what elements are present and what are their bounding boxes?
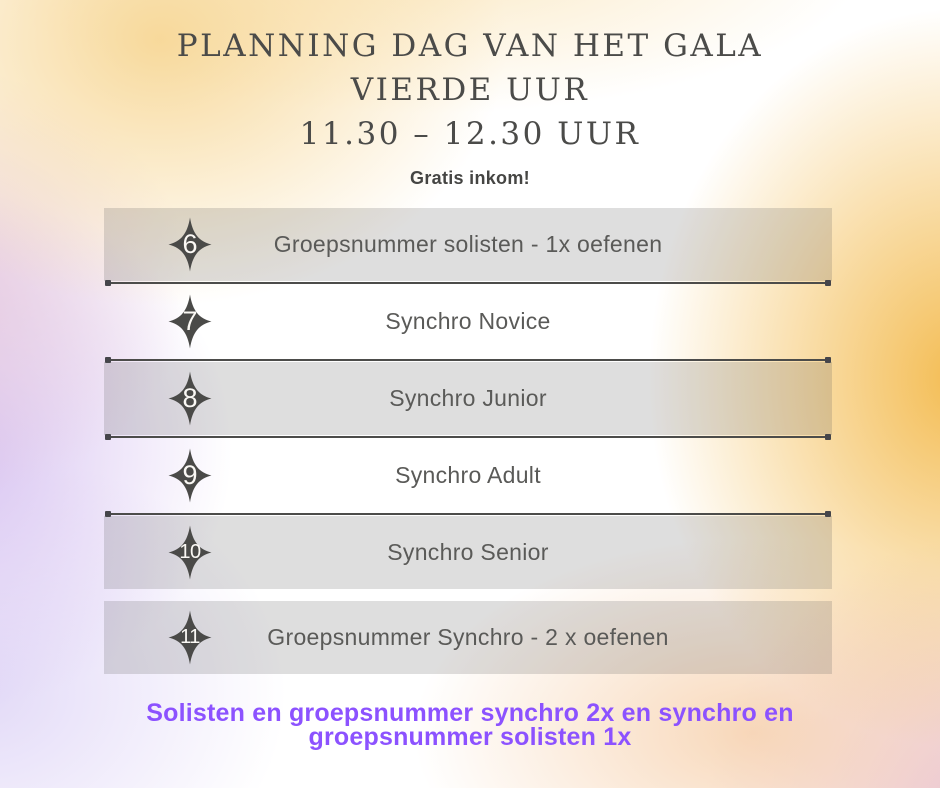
- sparkle-diamond-icon: [168, 371, 212, 426]
- sparkle-diamond-icon: [168, 525, 212, 580]
- row-number: 9: [182, 460, 198, 490]
- row-divider: [106, 436, 830, 438]
- poster-header: [0, 0, 940, 189]
- row-label: Groepsnummer solisten - 1x oefenen: [273, 231, 663, 257]
- sparkle-diamond-icon: [168, 610, 212, 665]
- free-entry-note: Gratis inkom!: [410, 168, 530, 188]
- schedule-list: [104, 208, 832, 674]
- schedule-row: [104, 285, 832, 358]
- schedule-row: [104, 208, 832, 281]
- row-divider: [106, 513, 830, 515]
- row-number: 6: [182, 229, 198, 259]
- time-range: 11.30 – 12.30 UUR: [299, 116, 641, 152]
- row-divider: [106, 282, 830, 284]
- row-number: 7: [182, 306, 198, 336]
- schedule-row: [104, 516, 832, 589]
- row-number: 10: [179, 541, 201, 563]
- schedule-row: [104, 601, 832, 674]
- page-title: PLANNING DAG VAN HET GALA: [176, 28, 764, 64]
- row-label: Groepsnummer Synchro - 2 x oefenen: [267, 624, 669, 650]
- row-number: 11: [180, 626, 200, 648]
- sparkle-diamond-icon: [168, 217, 212, 272]
- schedule-row: [104, 362, 832, 435]
- footer-note: Solisten en groepsnummer synchro 2x en synchro en groepsnummer solisten 1x: [146, 699, 794, 751]
- row-label: Synchro Junior: [389, 385, 547, 411]
- sparkle-diamond-icon: [168, 448, 212, 503]
- row-label: Synchro Senior: [387, 539, 549, 565]
- row-number: 8: [182, 383, 198, 413]
- schedule-row: [104, 439, 832, 512]
- row-label: Synchro Adult: [395, 462, 541, 488]
- row-label: Synchro Novice: [385, 308, 551, 334]
- page-subtitle: VIERDE UUR: [350, 72, 590, 108]
- sparkle-diamond-icon: [168, 294, 212, 349]
- row-divider: [106, 359, 830, 361]
